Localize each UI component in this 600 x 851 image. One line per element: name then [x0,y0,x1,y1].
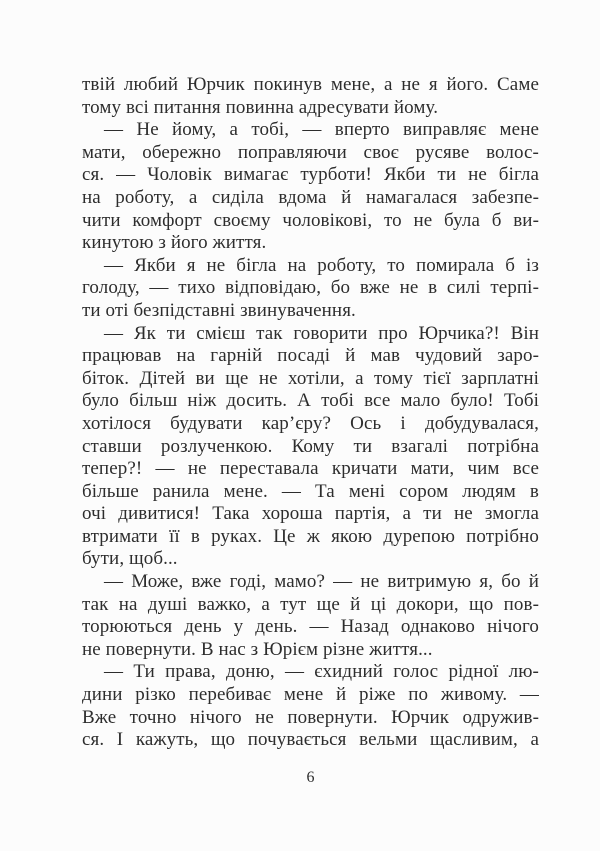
paragraph [82,661,539,751]
text-line: мати, обережно поправляючи своє русяве волос- [82,141,539,163]
text-line: чити комфорт своєму чоловікові, то не була б ви- [82,209,539,231]
text-line: біток. Дітей ви ще не хотіли, а тому тієї зарплатні [82,367,539,389]
text-line: бути, щоб... [82,548,178,570]
text-line: працював на гарній посаді й мав чудовий заро- [82,345,539,367]
text-line: — Ти права, доню, — єхидний голос рідної лю- [104,661,539,683]
text-line: було більш ніж досить. А тобі все мало було! Тобі [82,390,539,412]
text-line: твій любий Юрчик покинув мене, а не я його. Саме [82,74,539,95]
text-line: Вже точно нічого не повернути. Юрчик одружив- [82,706,539,728]
text-line: голоду, — тихо відповідаю, бо вже не в силі терпі- [82,277,539,299]
text-line: — Якби я не бігла на роботу, то помирала б із [104,254,539,276]
text-line: — Може, вже годі, мамо? — не витримую я, бо й [104,571,539,593]
paragraph [82,323,539,572]
text-line: ти оті безпідставні звинувачення. [82,299,356,321]
text-line: хотілося будувати кар’єру? Ось і добудувалася, [82,412,539,434]
text-line: тому всі питання повинна адресувати йому. [82,96,439,118]
text-line: на роботу, а сиділа вдома й намагалася забезпе- [82,186,539,208]
page-number: 6 [306,769,315,786]
paragraph [82,119,539,255]
text-line: втримати її в руках. Це ж якою дурепою потрібно [82,525,539,547]
text-line: торюються день у день. — Назад однаково нічого [82,616,539,638]
paragraph [82,571,539,661]
paragraph [82,255,539,323]
text-line: — Як ти смієш так говорити про Юрчика?! Він [104,322,539,344]
text-line: ся. — Чоловік вимагає турботи! Якби ти не бігла [82,164,539,186]
text-line: не повернути. В нас з Юрієм різне життя... [82,638,433,660]
paragraph [82,74,539,119]
text-line: — Не йому, а тобі, — вперто виправляє мене [104,119,539,141]
text-line: тепер?! — не переставала кричати мати, чим все [82,458,539,480]
text-line: кинутою з його життя. [82,232,267,254]
text-line: ставши розлученкою. Кому ти взагалі потрібна [82,435,539,457]
text-line: ся. І кажуть, що почувається вельми щасливим, а [82,729,539,751]
text-line: дини різко перебиває мене й ріже по живому. — [82,684,539,706]
text-line: очі дивитися! Така хороша партія, а ти не змогла [82,503,539,525]
text-block [82,74,539,752]
text-line: так на душі важко, а тут ще й ці докори, що пов- [82,593,539,615]
text-line: більше ранила мене. — Та мені сором людям в [82,480,539,502]
